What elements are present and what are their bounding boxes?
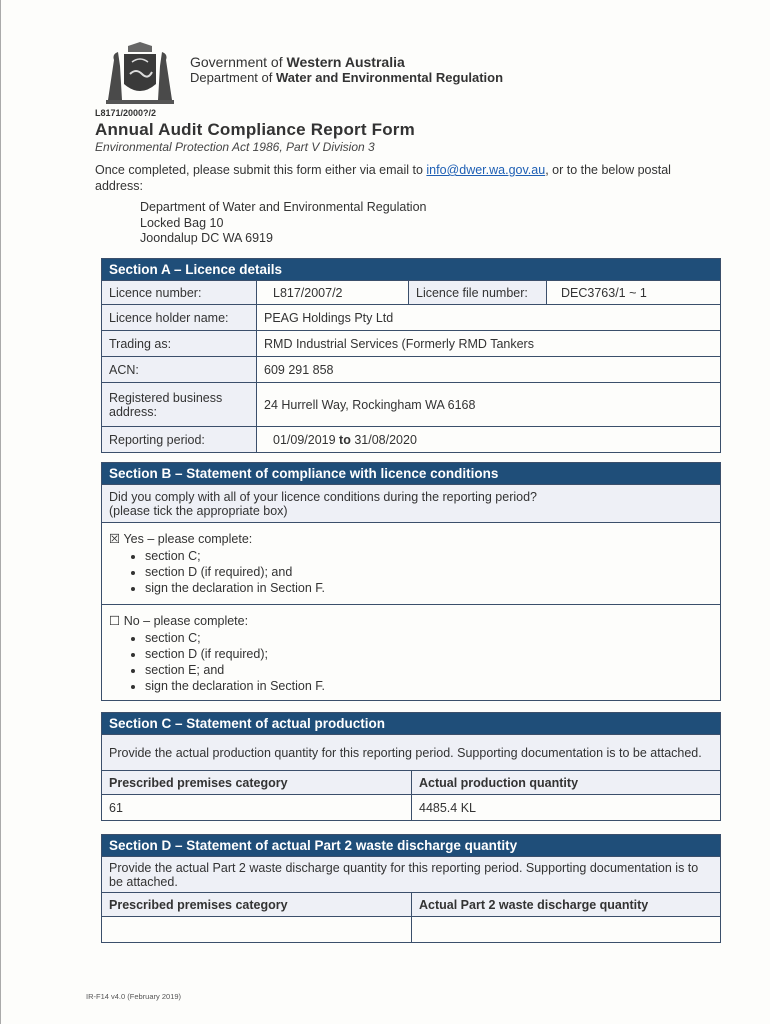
section-c-quantity-value: 4485.4 KL (412, 795, 721, 821)
yes-list (131, 548, 713, 596)
section-c-col-quantity: Actual production quantity (412, 771, 721, 795)
wa-coat-of-arms-icon (100, 40, 180, 106)
section-d-title: Section D – Statement of actual Part 2 waste discharge quantity (102, 835, 721, 857)
section-d-col-quantity: Actual Part 2 waste discharge quantity (412, 893, 721, 917)
section-c-title: Section C – Statement of actual production (102, 713, 721, 735)
department-heading: Department of Water and Environmental Regulation (190, 70, 504, 85)
address-line: Department of Water and Environmental Regulation (140, 200, 427, 214)
trading-label: Trading as: (102, 331, 257, 357)
section-d-instruction: Provide the actual Part 2 waste discharge quantity for this reporting period. Supporting documentation is to be attached. (102, 857, 721, 893)
list-item: • section C; (145, 548, 713, 564)
list-item: • sign the declaration in Section F. (145, 678, 713, 694)
licence-file-label: Licence file number: (409, 281, 547, 305)
section-c-table (101, 712, 721, 821)
list-item: • section D (if required); (145, 646, 713, 662)
licence-number-value: L817/2007/2 (257, 281, 409, 305)
form-title: Annual Audit Compliance Report Form (95, 120, 415, 139)
no-list (131, 630, 713, 694)
government-heading: Government of Western Australia (190, 54, 405, 70)
section-a-title: Section A – Licence details (102, 259, 721, 281)
no-checkbox[interactable]: ☐ (109, 614, 121, 628)
licence-number-label: Licence number: (102, 281, 257, 305)
section-c-instruction: Provide the actual production quantity for this reporting period. Supporting documentation is to be attached. (102, 735, 721, 771)
licence-file-value: DEC3763/1 ~ 1 (547, 281, 721, 305)
address-line: Joondalup DC WA 6919 (140, 231, 273, 245)
list-item: • sign the declaration in Section F. (145, 580, 713, 596)
form-version-footer: IR-F14 v4.0 (February 2019) (86, 992, 182, 1001)
acn-label: ACN: (102, 357, 257, 383)
registered-address-value: 24 Hurrell Way, Rockingham WA 6168 (257, 383, 721, 427)
section-d-quantity-input[interactable] (412, 917, 721, 943)
section-d-col-category: Prescribed premises category (102, 893, 412, 917)
email-link[interactable]: info@dwer.wa.gov.au (426, 163, 546, 177)
section-d-table (101, 834, 721, 943)
reporting-period-value: 01/09/2019 to 31/08/2020 (257, 427, 721, 453)
holder-value: PEAG Holdings Pty Ltd (257, 305, 721, 331)
yes-option (102, 523, 721, 605)
registered-address-label: Registered business address: (102, 383, 257, 427)
section-d-category-input[interactable] (102, 917, 412, 943)
section-b-table (101, 462, 721, 701)
list-item: • section C; (145, 630, 713, 646)
form-subtitle: Environmental Protection Act 1986, Part V Division 3 (95, 140, 375, 154)
yes-label: Yes – please complete: (123, 532, 253, 546)
list-item: • section E; and (145, 662, 713, 678)
page-edge (0, 0, 1, 1024)
section-b-title: Section B – Statement of compliance with licence conditions (102, 463, 721, 485)
section-c-category-value: 61 (102, 795, 412, 821)
postal-address (140, 200, 427, 247)
no-option (102, 605, 721, 701)
trading-value: RMD Industrial Services (Formerly RMD Tankers (257, 331, 721, 357)
reference-code: L8171/2000?/2 (95, 108, 157, 118)
section-a-table (101, 258, 721, 453)
address-line: Locked Bag 10 (140, 215, 224, 230)
compliance-question: Did you comply with all of your licence conditions during the reporting period? (please tick the appropriate box) (102, 485, 721, 523)
reporting-period-label: Reporting period: (102, 427, 257, 453)
section-c-col-category: Prescribed premises category (102, 771, 412, 795)
yes-checkbox[interactable]: ☒ (109, 532, 121, 546)
acn-value: 609 291 858 (257, 357, 721, 383)
submission-instructions: Once completed, please submit this form either via email to info@dwer.wa.gov.au, or to the below postal address: (95, 163, 671, 193)
holder-label: Licence holder name: (102, 305, 257, 331)
no-label: No – please complete: (123, 614, 249, 628)
list-item: • section D (if required); and (145, 564, 713, 580)
